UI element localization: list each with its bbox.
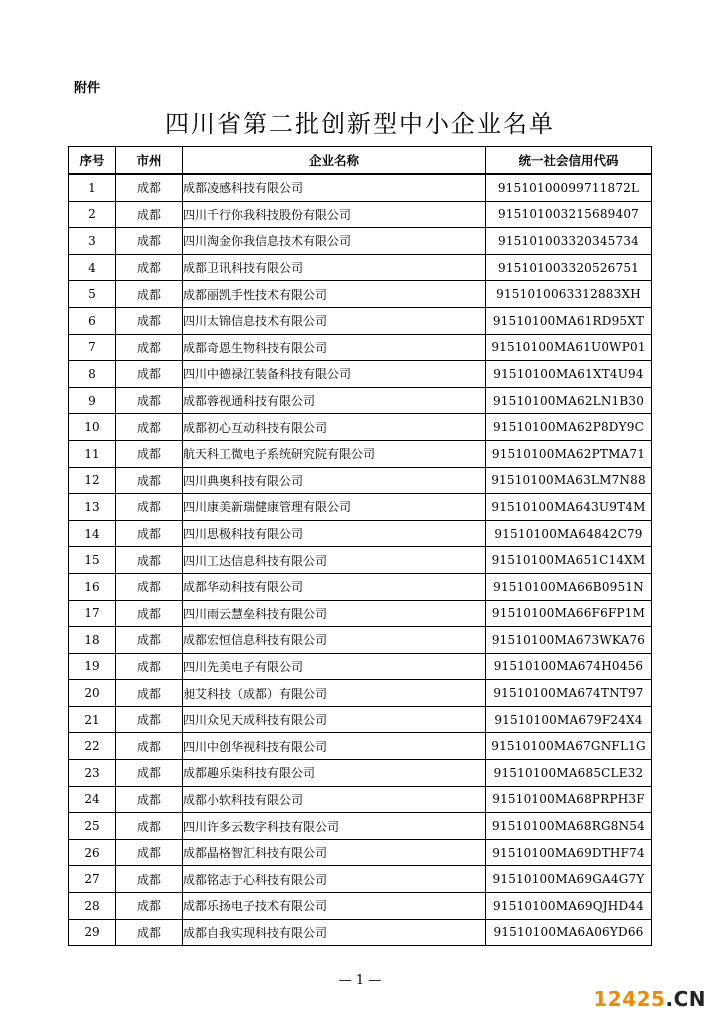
cell-credit-code: 91510100MA66B0951N (486, 573, 652, 600)
cell-credit-code: 91510100MA62P8DY9C (486, 414, 652, 441)
table-row (69, 467, 652, 494)
cell-company-name: 成都自我实现科技有限公司 (183, 919, 486, 946)
cell-city: 成都 (116, 839, 183, 866)
cell-city: 成都 (116, 680, 183, 707)
cell-company-name: 成都初心互动科技有限公司 (183, 414, 486, 441)
cell-serial: 29 (69, 919, 116, 946)
table-row (69, 414, 652, 441)
table-row (69, 520, 652, 547)
cell-serial: 21 (69, 706, 116, 733)
cell-credit-code: 91510100MA64842C79 (486, 520, 652, 547)
document-title: 四川省第二批创新型中小企业名单 (165, 110, 555, 138)
table-row (69, 334, 652, 361)
cell-company-name: 四川中德禄江装备科技有限公司 (183, 361, 486, 388)
table-row (69, 627, 652, 654)
cell-company-name: 成都凌感科技有限公司 (183, 174, 486, 201)
table-row (69, 281, 652, 308)
table-row (69, 440, 652, 467)
cell-company-name: 成都乐扬电子技术有限公司 (183, 893, 486, 920)
cell-city: 成都 (116, 653, 183, 680)
cell-serial: 10 (69, 414, 116, 441)
table-row (69, 547, 652, 574)
cell-company-name: 成都趣乐柒科技有限公司 (183, 760, 486, 787)
cell-city: 成都 (116, 919, 183, 946)
cell-city: 成都 (116, 813, 183, 840)
cell-credit-code: 91510100MA643U9T4M (486, 494, 652, 521)
table-row (69, 893, 652, 920)
cell-credit-code: 91510100MA68PRPH3F (486, 786, 652, 813)
column-header-city: 市州 (116, 147, 183, 175)
cell-serial: 8 (69, 361, 116, 388)
cell-serial: 11 (69, 440, 116, 467)
cell-credit-code: 91510100MA61U0WP01 (486, 334, 652, 361)
column-header-serial: 序号 (69, 147, 116, 175)
watermark-number: 12425 (593, 987, 666, 1011)
table-row (69, 839, 652, 866)
cell-serial: 28 (69, 893, 116, 920)
cell-credit-code: 91510100MA67GNFL1G (486, 733, 652, 760)
table-row (69, 174, 652, 201)
cell-company-name: 成都宏恒信息科技有限公司 (183, 627, 486, 654)
cell-serial: 24 (69, 786, 116, 813)
cell-city: 成都 (116, 706, 183, 733)
cell-city: 成都 (116, 520, 183, 547)
cell-credit-code: 91510100099711872L (486, 174, 652, 201)
cell-company-name: 成都奇恩生物科技有限公司 (183, 334, 486, 361)
cell-company-name: 四川淘金你我信息技术有限公司 (183, 228, 486, 255)
cell-serial: 3 (69, 228, 116, 255)
cell-city: 成都 (116, 361, 183, 388)
cell-credit-code: 91510100MA673WKA76 (486, 627, 652, 654)
table-row (69, 733, 652, 760)
cell-company-name: 四川许多云数字科技有限公司 (183, 813, 486, 840)
cell-company-name: 成都晶格智汇科技有限公司 (183, 839, 486, 866)
table-row (69, 706, 652, 733)
cell-serial: 20 (69, 680, 116, 707)
cell-serial: 15 (69, 547, 116, 574)
cell-serial: 17 (69, 600, 116, 627)
table-row (69, 600, 652, 627)
cell-credit-code: 91510100MA68RG8N54 (486, 813, 652, 840)
cell-company-name: 四川太锦信息技术有限公司 (183, 307, 486, 334)
cell-company-name: 成都卫讯科技有限公司 (183, 254, 486, 281)
cell-city: 成都 (116, 573, 183, 600)
cell-serial: 18 (69, 627, 116, 654)
table-row (69, 494, 652, 521)
cell-company-name: 成都小软科技有限公司 (183, 786, 486, 813)
cell-city: 成都 (116, 786, 183, 813)
cell-city: 成都 (116, 174, 183, 201)
table-row (69, 653, 652, 680)
cell-city: 成都 (116, 866, 183, 893)
cell-city: 成都 (116, 760, 183, 787)
watermark-tld: CN (673, 987, 706, 1011)
cell-city: 成都 (116, 201, 183, 228)
cell-city: 成都 (116, 494, 183, 521)
cell-credit-code: 915101003320526751 (486, 254, 652, 281)
table-row (69, 919, 652, 946)
cell-city: 成都 (116, 414, 183, 441)
cell-company-name: 航天科工微电子系统研究院有限公司 (183, 440, 486, 467)
cell-serial: 27 (69, 866, 116, 893)
table-row (69, 760, 652, 787)
table-row (69, 228, 652, 255)
cell-city: 成都 (116, 467, 183, 494)
cell-company-name: 成都铭志于心科技有限公司 (183, 866, 486, 893)
cell-serial: 6 (69, 307, 116, 334)
cell-serial: 2 (69, 201, 116, 228)
cell-credit-code: 91510100MA69DTHF74 (486, 839, 652, 866)
cell-company-name: 成都蓉视通科技有限公司 (183, 387, 486, 414)
cell-credit-code: 915101003320345734 (486, 228, 652, 255)
cell-serial: 4 (69, 254, 116, 281)
cell-serial: 12 (69, 467, 116, 494)
cell-city: 成都 (116, 254, 183, 281)
cell-company-name: 四川中创华视科技有限公司 (183, 733, 486, 760)
table-row (69, 573, 652, 600)
cell-city: 成都 (116, 281, 183, 308)
table-row (69, 813, 652, 840)
cell-city: 成都 (116, 893, 183, 920)
page-number: — 1 — (338, 973, 382, 988)
cell-credit-code: 9151010063312883XH (486, 281, 652, 308)
cell-company-name: 四川众见天成科技有限公司 (183, 706, 486, 733)
cell-credit-code: 91510100MA651C14XM (486, 547, 652, 574)
table-row (69, 786, 652, 813)
cell-company-name: 四川康美新瑞健康管理有限公司 (183, 494, 486, 521)
cell-serial: 26 (69, 839, 116, 866)
cell-company-name: 昶艾科技（成都）有限公司 (183, 680, 486, 707)
cell-serial: 22 (69, 733, 116, 760)
cell-credit-code: 91510100MA63LM7N88 (486, 467, 652, 494)
table-body (69, 174, 652, 946)
site-watermark-logo (593, 987, 706, 1011)
cell-company-name: 成都丽凯手性技术有限公司 (183, 281, 486, 308)
cell-credit-code: 91510100MA674TNT97 (486, 680, 652, 707)
cell-serial: 25 (69, 813, 116, 840)
table-header-row (69, 147, 652, 175)
table-row (69, 201, 652, 228)
cell-credit-code: 91510100MA66F6FP1M (486, 600, 652, 627)
cell-credit-code: 91510100MA679F24X4 (486, 706, 652, 733)
cell-serial: 7 (69, 334, 116, 361)
cell-city: 成都 (116, 228, 183, 255)
table-row (69, 387, 652, 414)
cell-company-name: 四川工达信息科技有限公司 (183, 547, 486, 574)
cell-serial: 19 (69, 653, 116, 680)
enterprise-table (68, 146, 652, 946)
cell-credit-code: 91510100MA685CLE32 (486, 760, 652, 787)
cell-company-name: 四川典奥科技有限公司 (183, 467, 486, 494)
cell-company-name: 四川雨云慧垒科技有限公司 (183, 600, 486, 627)
cell-credit-code: 91510100MA61RD95XT (486, 307, 652, 334)
cell-city: 成都 (116, 733, 183, 760)
cell-serial: 5 (69, 281, 116, 308)
cell-city: 成都 (116, 387, 183, 414)
table-row (69, 307, 652, 334)
cell-credit-code: 91510100MA62PTMA71 (486, 440, 652, 467)
cell-company-name: 四川思极科技有限公司 (183, 520, 486, 547)
cell-serial: 13 (69, 494, 116, 521)
cell-serial: 23 (69, 760, 116, 787)
table-row (69, 361, 652, 388)
attachment-label: 附件 (74, 81, 101, 96)
column-header-credit-code: 统一社会信用代码 (486, 147, 652, 175)
cell-serial: 1 (69, 174, 116, 201)
cell-credit-code: 91510100MA674H0456 (486, 653, 652, 680)
cell-credit-code: 91510100MA69QJHD44 (486, 893, 652, 920)
table-row (69, 866, 652, 893)
cell-serial: 16 (69, 573, 116, 600)
cell-credit-code: 91510100MA61XT4U94 (486, 361, 652, 388)
cell-city: 成都 (116, 440, 183, 467)
cell-company-name: 四川先美电子有限公司 (183, 653, 486, 680)
cell-city: 成都 (116, 334, 183, 361)
cell-company-name: 四川千行你我科技股份有限公司 (183, 201, 486, 228)
cell-credit-code: 91510100MA62LN1B30 (486, 387, 652, 414)
cell-city: 成都 (116, 627, 183, 654)
cell-credit-code: 91510100MA6A06YD66 (486, 919, 652, 946)
cell-credit-code: 91510100MA69GA4G7Y (486, 866, 652, 893)
cell-city: 成都 (116, 307, 183, 334)
cell-city: 成都 (116, 600, 183, 627)
cell-city: 成都 (116, 547, 183, 574)
cell-company-name: 成都华动科技有限公司 (183, 573, 486, 600)
cell-credit-code: 915101003215689407 (486, 201, 652, 228)
table-row (69, 254, 652, 281)
column-header-company-name: 企业名称 (183, 147, 486, 175)
cell-serial: 9 (69, 387, 116, 414)
table-row (69, 680, 652, 707)
watermark-dot: . (665, 987, 674, 1011)
cell-serial: 14 (69, 520, 116, 547)
